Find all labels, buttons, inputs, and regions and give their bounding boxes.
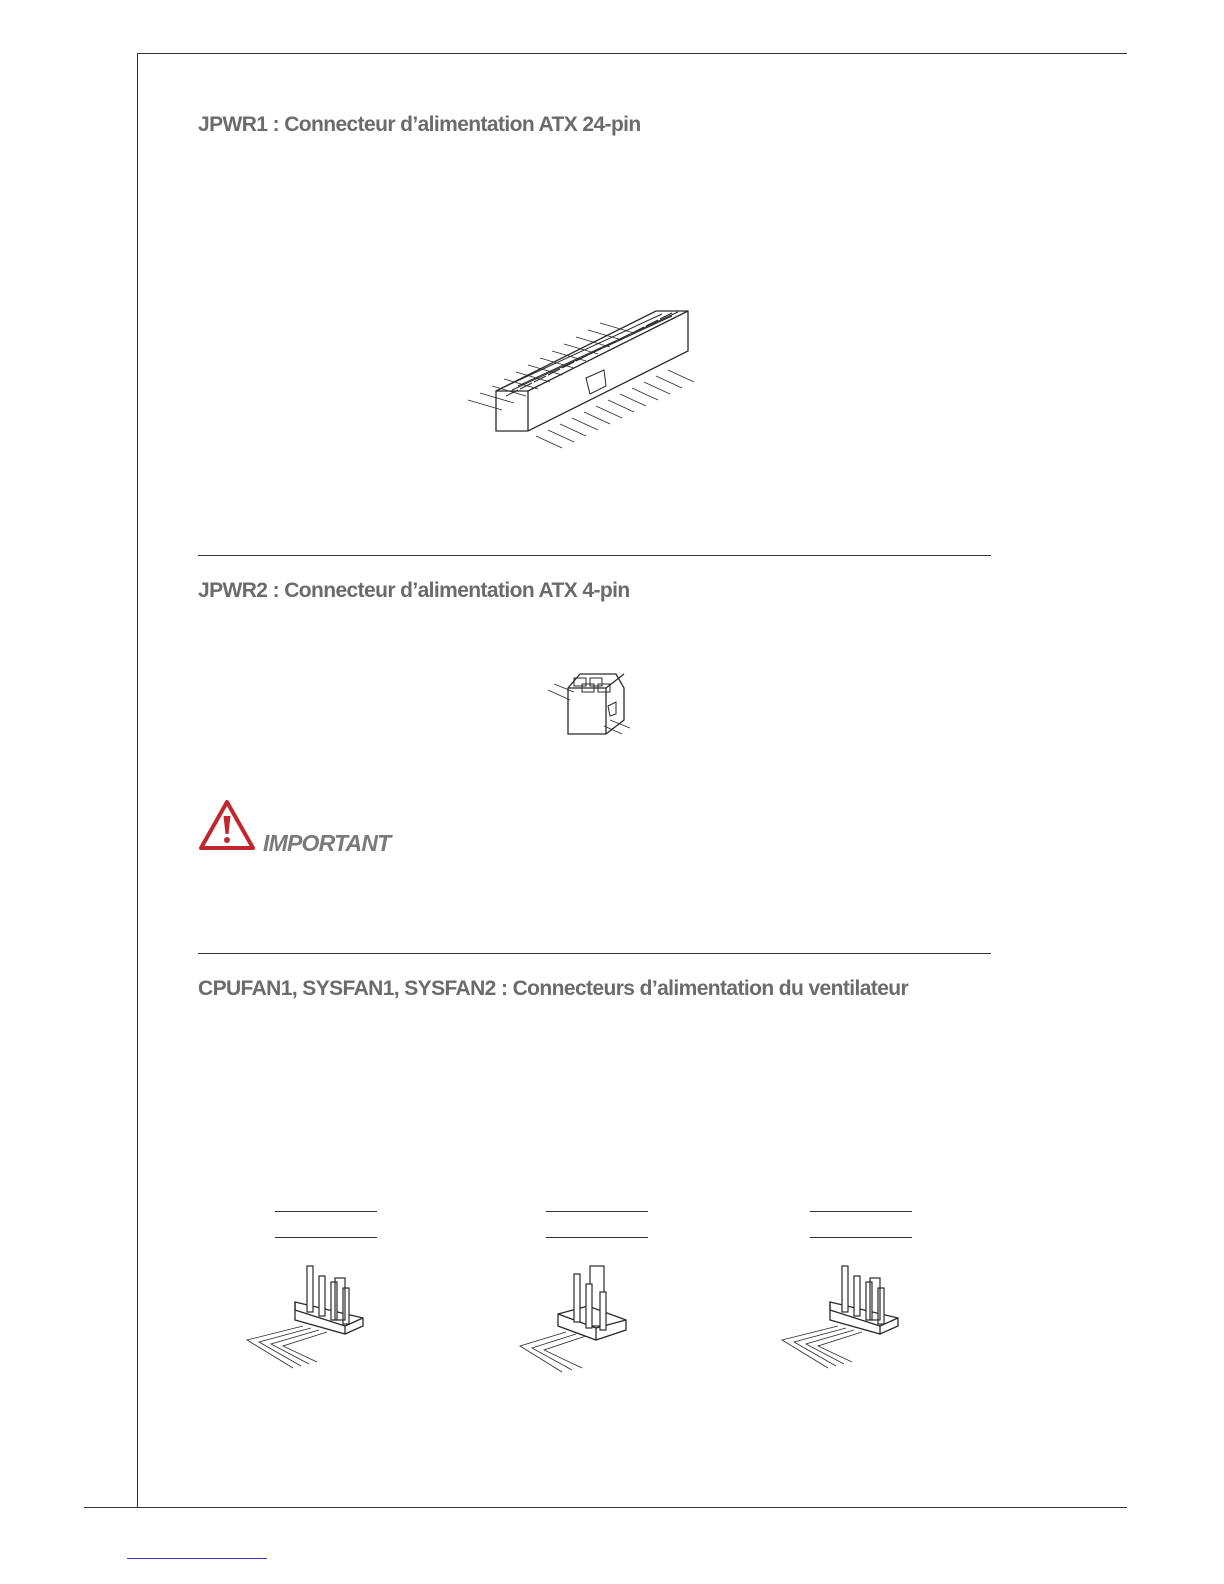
jpwr2-heading: JPWR2 : Connecteur d’alimentation ATX 4-pin bbox=[198, 579, 630, 602]
sysfan2-connector-figure bbox=[780, 1262, 910, 1382]
bottom-rule bbox=[84, 1507, 1127, 1508]
top-rule bbox=[137, 53, 1127, 54]
sysfan2-label-line-2 bbox=[810, 1237, 912, 1238]
sysfan1-connector-figure bbox=[518, 1262, 648, 1382]
jpwr1-connector-figure bbox=[466, 306, 706, 476]
warning-triangle-icon bbox=[197, 798, 257, 852]
cpufan-label-line-1 bbox=[275, 1211, 377, 1212]
sysfan1-label-line-1 bbox=[546, 1211, 648, 1212]
important-label: IMPORTANT bbox=[263, 830, 391, 856]
jpwr1-heading: JPWR1 : Connecteur d’alimentation ATX 24-pin bbox=[198, 113, 641, 136]
jpwr2-connector-figure bbox=[546, 670, 646, 740]
fans-heading: CPUFAN1, SYSFAN1, SYSFAN2 : Connecteurs d’alimentation du ventilateur bbox=[198, 977, 909, 1000]
section-divider-1 bbox=[198, 555, 991, 556]
section-divider-2 bbox=[198, 953, 991, 954]
cpufan1-connector-figure bbox=[245, 1262, 375, 1382]
sysfan2-label-line-1 bbox=[810, 1211, 912, 1212]
left-rule bbox=[137, 53, 138, 1508]
cpufan-label-line-2 bbox=[275, 1237, 377, 1238]
footer-link-underline bbox=[127, 1558, 267, 1559]
sysfan1-label-line-2 bbox=[546, 1237, 648, 1238]
